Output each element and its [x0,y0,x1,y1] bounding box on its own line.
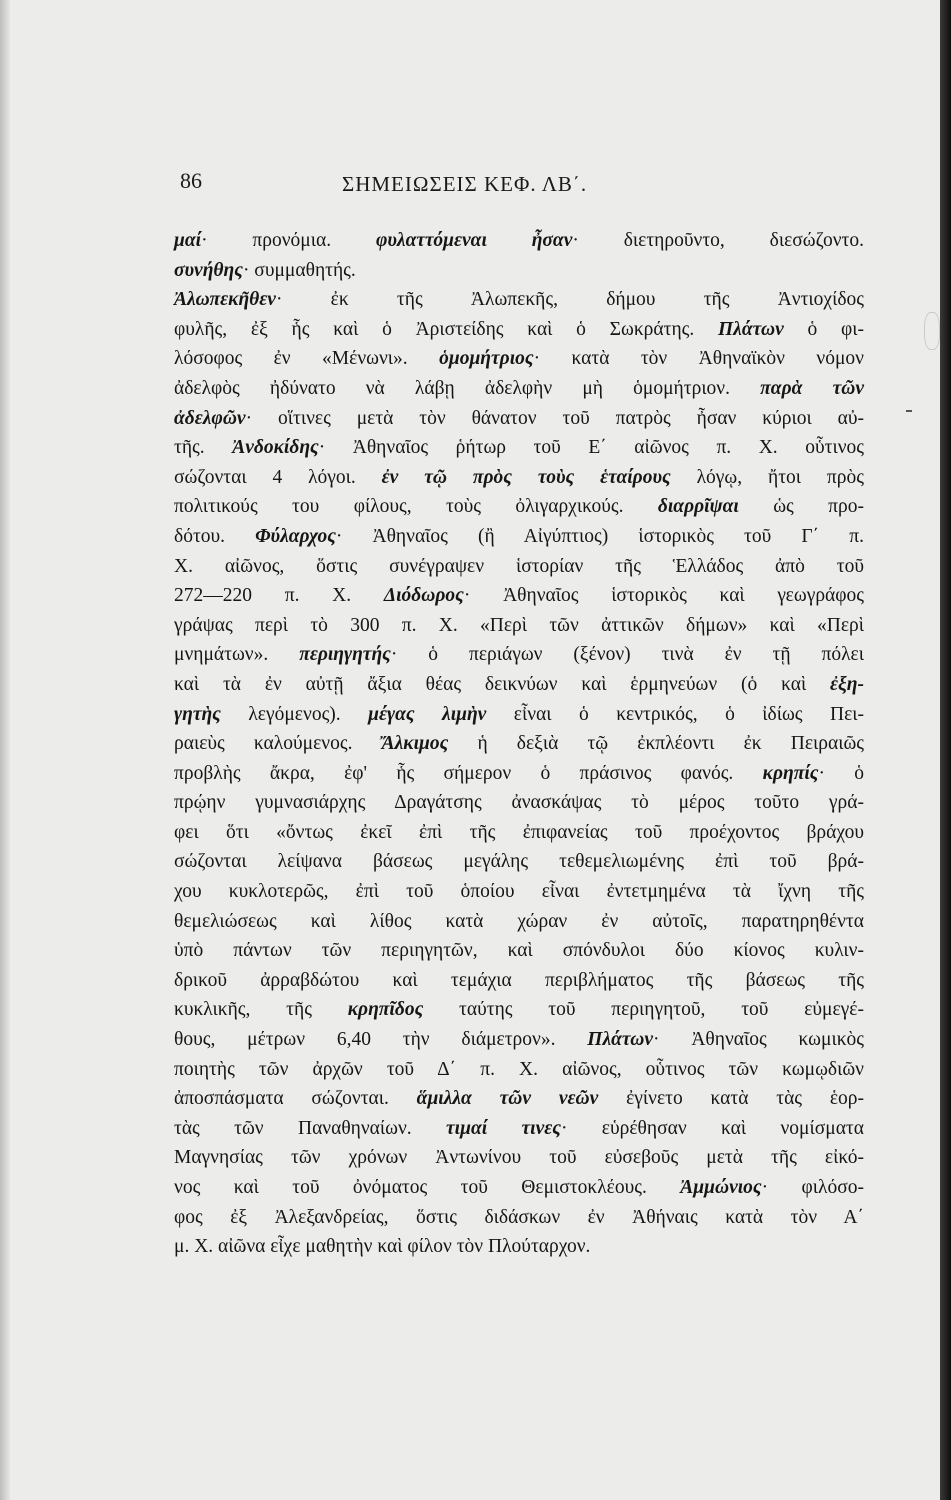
gloss: σώζονται λείψανα βάσεως μεγάλης τεθεμελιωμένης ἐπὶ τοῦ βρά- [174,851,864,873]
body-text [174,226,864,1262]
gloss: ἐγίνετο κατὰ τὰς ἑορ- [598,1088,864,1110]
gloss: ἀδελφὸς ἠδύνατο νὰ λάβῃ ἀδελφὴν μὴ ὁμομήτριον. [174,377,761,399]
text-line [174,1114,864,1144]
lemma: ἐξη- [830,673,864,695]
page-binding-edge [0,0,10,1500]
text-line [174,700,864,730]
text-line [174,729,864,759]
gloss: δότου. [174,525,256,547]
text-line [174,492,864,522]
text-line [174,226,864,256]
text-line [174,907,864,937]
text-line [174,611,864,641]
gloss: 272—220 π. Χ. [174,585,384,607]
gloss: · συμμαθητής. [242,259,356,281]
gloss: μνημάτων». [174,644,300,666]
gloss: μ. Χ. αἰῶνα εἶχε μαθητὴν καὶ φίλον τὸν Πλούταρχον. [174,1236,591,1258]
text-line [174,640,864,670]
gloss: · ὁ [818,762,864,784]
text-line [174,404,864,434]
gloss: · εὑρέθησαν καὶ νομίσματα [560,1117,864,1139]
lemma: κρηπίς [762,762,819,784]
gloss: πρῴην γυμνασιάρχης Δραγάτσης ἀνασκάψας τὸ μέρος τοῦτο γρά- [174,792,864,814]
running-title: ΣΗΜΕΙΩΣΕΙΣ ΚΕΦ. ΛΒ΄. [342,172,588,196]
lemma: ἀδελφῶν [174,407,246,429]
gloss: γράψας περὶ τὸ 300 π. Χ. «Περὶ τῶν ἀττικῶν δήμων» καὶ «Περὶ [174,614,864,636]
gloss: καὶ τὰ ἐν αὐτῇ ἄξια θέας δεικνύων καὶ ἑρμηνεύων (ὁ καὶ [174,673,831,695]
text-line [174,936,864,966]
lemma: γητὴς [174,703,221,725]
gloss: · προνόμια. [201,230,376,251]
text-line [174,1203,864,1233]
gloss: · ἐκ τῆς Ἀλωπεκῆς, δήμου τῆς Ἀντιοχίδος [275,289,864,311]
text-line [174,788,864,818]
text-line [174,433,864,463]
lemma: Ἀνδοκίδης [232,437,319,459]
text-line [174,1232,864,1262]
gloss: κυκλικῆς, τῆς [174,999,348,1021]
scan-background-strip [940,0,951,1500]
text-line [174,374,864,404]
text-line [174,1055,864,1085]
gloss: Μαγνησίας τῶν χρόνων Ἀντωνίνου τοῦ εὐσεβοῦς μετὰ τῆς εἰκό- [174,1147,864,1169]
text-line [174,581,864,611]
lemma: Πλάτων [587,1029,654,1051]
lemma: Ἀλωπεκῆθεν [174,289,276,311]
margin-smudge [924,312,940,350]
text-line [174,966,864,996]
lemma: ἐν τῷ πρὸς τοὺς ἑταίρους [381,466,671,488]
text-line [174,995,864,1025]
lemma: Ἄλκιμος [381,733,449,755]
gloss: νος καὶ τοῦ ὀνόματος τοῦ Θεμιστοκλέους. [174,1177,681,1198]
gloss: φει ὅτι «ὄντως ἐκεῖ ἐπὶ τῆς ἐπιφανείας τοῦ προέχοντος βράχου [174,821,864,843]
gloss: · φιλόσο- [761,1177,864,1198]
gloss: λόσοφος ἐν «Μένωνι». [174,348,440,370]
gloss: φυλῆς, ἐξ ἧς καὶ ὁ Ἀριστείδης καὶ ὁ Σωκράτης. [174,318,718,340]
lemma: Φύλαρχος [255,525,336,547]
gloss: · Ἀθηναῖος (ἢ Αἰγύπτιος) ἱστορικὸς τοῦ Γ΄ π. [335,525,864,547]
gloss: ἡ δεξιὰ τῷ ἐκπλέοντι ἐκ Πειραιῶς [448,733,865,755]
lemma: μέγας λιμὴν [368,703,487,725]
gloss: σώζονται 4 λόγοι. [174,466,382,488]
gloss: προβλὴς ἄκρα, ἐφ' ἧς σήμερον ὁ πράσινος φανός. [174,762,763,784]
lemma: Ἀμμώνιος [680,1177,762,1198]
text-line [174,1173,864,1203]
gloss: λεγόμενος). [220,703,369,725]
text-line [174,847,864,877]
gloss: · διετηροῦντο, διεσώζοντο. [572,230,865,251]
gloss: ὡς προ- [738,496,864,518]
page-number: 86 [180,168,202,193]
text-line [174,759,864,789]
lemma: τιμαί τινες [446,1117,561,1139]
gloss: θεμελιώσεως καὶ λίθος κατὰ χώραν ἐν αὐτοῖς, παρατηρηθέντα [174,910,864,932]
gloss: τὰς τῶν Παναθηναίων. [174,1117,447,1139]
gloss: δρικοῦ ἀρραβδώτου καὶ τεμάχια περιβλήματος τῆς βάσεως τῆς [174,969,864,991]
text-line [174,522,864,552]
text-line [174,1025,864,1055]
text-line [174,818,864,848]
lemma: κρηπῖδος [347,999,424,1021]
gloss: φος ἐξ Ἀλεξανδρείας, ὅστις διδάσκων ἐν Ἀθήναις κατὰ τὸν Α΄ [174,1206,864,1228]
text-line [174,285,864,315]
text-line [174,1084,864,1114]
lemma: Διόδωρος [383,585,464,607]
gloss: θους, μέτρων 6,40 τὴν διάμετρον». [174,1029,588,1051]
lemma: μαί [174,230,202,251]
lemma: ἅμιλλα τῶν νεῶν [416,1088,599,1110]
text-line [174,1143,864,1173]
gloss: · Ἀθηναῖος ῥήτωρ τοῦ Ε΄ αἰῶνος π. Χ. οὗτινος [318,437,864,459]
text-line [174,670,864,700]
text-line [174,256,864,286]
gloss: ραιεὺς καλούμενος. [174,733,382,755]
lemma: φυλαττόμεναι ἦσαν [375,230,573,251]
gloss: χου κυκλοτερῶς, ἐπὶ τοῦ ὁποίου εἶναι ἐντετμημένα τὰ ἴχνη τῆς [174,881,864,903]
gloss: ἀποσπάσματα σώζονται. [174,1088,417,1110]
gloss: πολιτικούς του φίλους, τοὺς ὀλιγαρχικούς. [174,496,658,518]
gloss: · Ἀθηναῖος κωμικὸς [653,1029,865,1051]
page-header [174,168,874,198]
text-line [174,552,864,582]
gloss: · οἵτινες μετὰ τὸν θάνατον τοῦ πατρὸς ἦσαν κύριοι αὐ- [245,407,864,429]
text-line [174,344,864,374]
text-line [174,877,864,907]
gloss: ὑπὸ πάντων τῶν περιηγητῶν, καὶ σπόνδυλοι δύο κίονος κυλιν- [174,940,864,962]
gloss: εἶναι ὁ κεντρικός, ὁ ἰδίως Πει- [486,703,865,725]
lemma: παρὰ τῶν [760,377,864,399]
gloss: ταύτης τοῦ περιηγητοῦ, τοῦ εὐμεγέ- [423,999,864,1021]
gloss: ὁ φι- [783,318,864,340]
gloss: · Ἀθηναῖος ἱστορικὸς καὶ γεωγράφος [463,585,864,607]
text-line [174,315,864,345]
lemma: Πλάτων [718,318,784,340]
lemma: συνήθης [174,259,243,281]
lemma: ὁμομήτριος [439,348,534,370]
gloss: ποιητὴς τῶν ἀρχῶν τοῦ Δ΄ π. Χ. αἰῶνος, οὗτινος τῶν κωμῳδιῶν [174,1058,864,1080]
gloss: · ὁ περιάγων (ξένον) τινὰ ἐν τῇ πόλει [390,644,864,666]
lemma: διαρρῖψαι [657,496,739,518]
gloss: · κατὰ τὸν Ἀθηναϊκὸν νόμον [533,348,864,370]
margin-dash [906,410,912,412]
gloss: τῆς. [174,437,233,459]
lemma: περιηγητής [299,644,391,666]
text-line [174,463,864,493]
gloss: λόγῳ, ἤτοι πρὸς [670,466,864,488]
gloss: Χ. αἰῶνος, ὅστις συνέγραψεν ἱστορίαν τῆς Ἑλλάδος ἀπὸ τοῦ [174,555,864,577]
